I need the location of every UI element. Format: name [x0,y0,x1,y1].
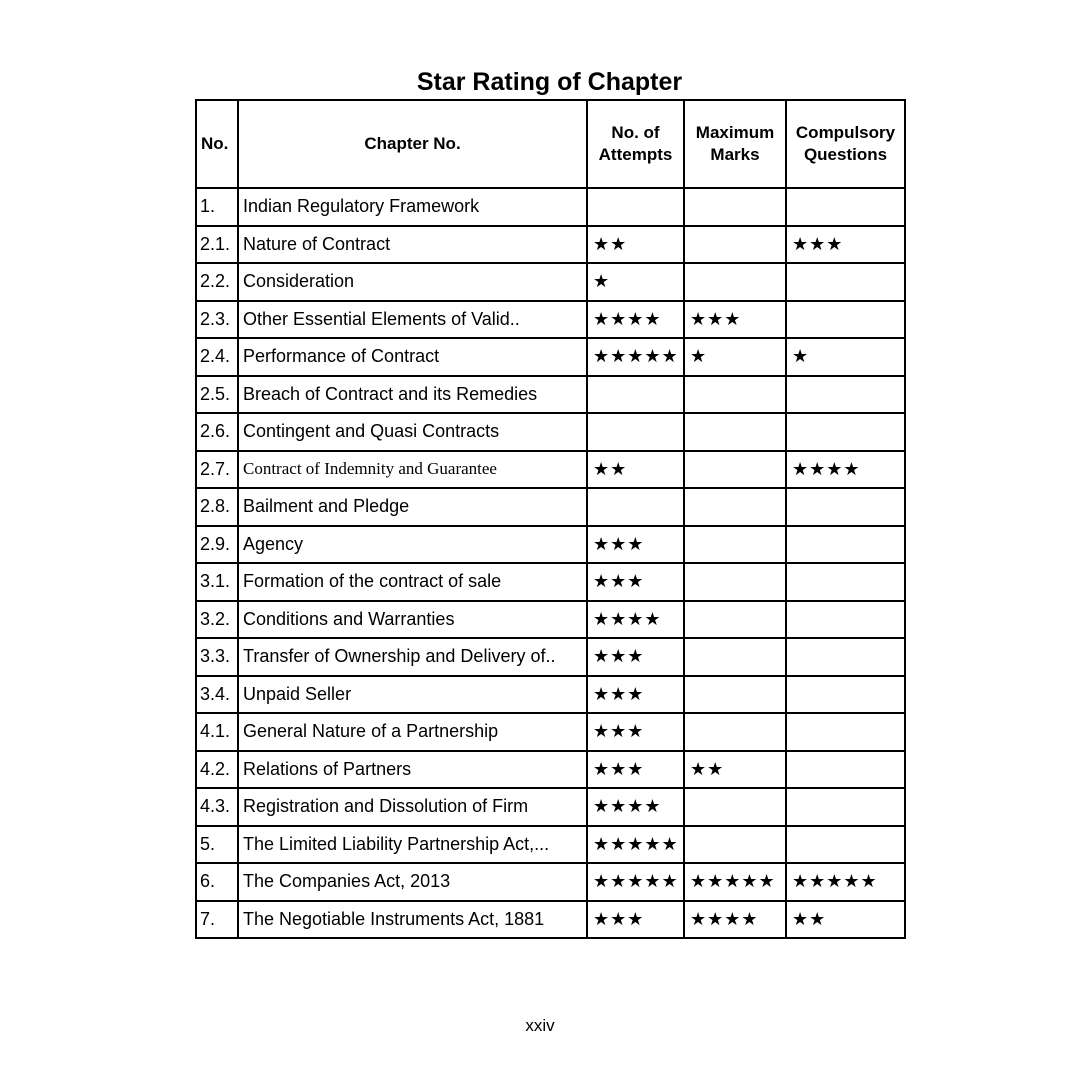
marks-rating-cell: ★★★★ [684,901,786,939]
chapter-name-cell: Other Essential Elements of Valid.. [238,301,587,339]
attempts-rating-cell [587,188,684,226]
chapter-number-cell: 6. [196,863,238,901]
table-row [196,788,905,826]
attempts-rating-cell: ★★★★★ [587,826,684,864]
table-row [196,863,905,901]
chapter-number-cell: 1. [196,188,238,226]
chapter-name-cell: Contingent and Quasi Contracts [238,413,587,451]
attempts-rating-cell: ★★★ [587,751,684,789]
compulsory-rating-cell: ★★★★ [786,451,905,489]
chapter-number-cell: 4.3. [196,788,238,826]
marks-rating-cell [684,376,786,414]
chapter-number-cell: 4.2. [196,751,238,789]
marks-rating-cell [684,826,786,864]
chapter-name-cell: Contract of Indemnity and Guarantee [238,451,587,489]
attempts-rating-cell [587,488,684,526]
table-row [196,488,905,526]
marks-rating-cell [684,488,786,526]
table-row [196,638,905,676]
chapter-name-cell: Consideration [238,263,587,301]
marks-rating-cell [684,676,786,714]
table-row [196,713,905,751]
attempts-rating-cell: ★★★★★ [587,338,684,376]
attempts-rating-cell: ★★★ [587,901,684,939]
chapter-name-cell: Breach of Contract and its Remedies [238,376,587,414]
compulsory-rating-cell [786,563,905,601]
chapter-name-cell: Performance of Contract [238,338,587,376]
chapter-name-cell: Registration and Dissolution of Firm [238,788,587,826]
attempts-rating-cell: ★★★ [587,526,684,564]
compulsory-rating-cell [786,301,905,339]
table-row [196,901,905,939]
marks-rating-cell [684,601,786,639]
compulsory-rating-cell [786,676,905,714]
marks-rating-cell [684,638,786,676]
compulsory-rating-cell [786,526,905,564]
table-row [196,676,905,714]
attempts-rating-cell: ★★★ [587,563,684,601]
compulsory-rating-cell [786,713,905,751]
marks-rating-cell [684,788,786,826]
marks-rating-cell: ★★★★★ [684,863,786,901]
compulsory-rating-cell: ★ [786,338,905,376]
attempts-rating-cell: ★★★ [587,638,684,676]
attempts-rating-cell: ★★ [587,451,684,489]
table-row [196,451,905,489]
chapter-name-cell: Formation of the contract of sale [238,563,587,601]
compulsory-rating-cell [786,413,905,451]
marks-rating-cell [684,526,786,564]
chapter-number-cell: 2.7. [196,451,238,489]
chapter-number-cell: 3.1. [196,563,238,601]
marks-rating-cell [684,713,786,751]
chapter-number-cell: 2.9. [196,526,238,564]
table-row [196,413,905,451]
chapter-number-cell: 7. [196,901,238,939]
chapter-number-cell: 3.3. [196,638,238,676]
chapter-name-cell: Relations of Partners [238,751,587,789]
chapter-name-cell: Transfer of Ownership and Delivery of.. [238,638,587,676]
attempts-rating-cell: ★★★★★ [587,863,684,901]
chapter-number-cell: 2.8. [196,488,238,526]
chapter-name-cell: Nature of Contract [238,226,587,264]
table-row [196,601,905,639]
compulsory-rating-cell: ★★ [786,901,905,939]
marks-rating-cell [684,413,786,451]
chapter-number-cell: 2.4. [196,338,238,376]
header-no: No. [196,100,238,188]
attempts-rating-cell: ★★★★ [587,788,684,826]
table-row [196,376,905,414]
attempts-rating-cell: ★★★ [587,713,684,751]
compulsory-rating-cell [786,638,905,676]
chapter-name-cell: The Negotiable Instruments Act, 1881 [238,901,587,939]
chapter-number-cell: 2.2. [196,263,238,301]
attempts-rating-cell [587,376,684,414]
chapter-name-cell: Indian Regulatory Framework [238,188,587,226]
page-number: xxiv [525,1016,555,1035]
table-row [196,338,905,376]
marks-rating-cell [684,563,786,601]
marks-rating-cell [684,226,786,264]
chapter-number-cell: 5. [196,826,238,864]
table-row [196,263,905,301]
compulsory-rating-cell [786,826,905,864]
compulsory-rating-cell [786,488,905,526]
chapter-number-cell: 4.1. [196,713,238,751]
marks-rating-cell [684,451,786,489]
chapter-name-cell: Unpaid Seller [238,676,587,714]
marks-rating-cell [684,263,786,301]
compulsory-rating-cell [786,376,905,414]
compulsory-rating-cell: ★★★★★ [786,863,905,901]
table-header-row [196,100,905,188]
marks-rating-cell: ★★ [684,751,786,789]
chapter-name-cell: General Nature of a Partnership [238,713,587,751]
compulsory-rating-cell [786,263,905,301]
chapter-number-cell: 2.3. [196,301,238,339]
chapter-name-cell: The Companies Act, 2013 [238,863,587,901]
table-row [196,526,905,564]
compulsory-rating-cell [786,751,905,789]
compulsory-rating-cell [786,788,905,826]
header-compulsory: Compulsory Questions [786,100,905,188]
attempts-rating-cell: ★★★ [587,676,684,714]
table-row [196,301,905,339]
attempts-rating-cell: ★★★★ [587,601,684,639]
table-row [196,563,905,601]
attempts-rating-cell [587,413,684,451]
compulsory-rating-cell [786,188,905,226]
table-row [196,826,905,864]
compulsory-rating-cell: ★★★ [786,226,905,264]
chapter-number-cell: 2.5. [196,376,238,414]
header-attempts: No. of Attempts [587,100,684,188]
marks-rating-cell [684,188,786,226]
chapter-name-cell: Conditions and Warranties [238,601,587,639]
attempts-rating-cell: ★ [587,263,684,301]
star-rating-table [195,99,906,939]
table-row [196,188,905,226]
page-title: Star Rating of Chapter [416,68,683,96]
chapter-number-cell: 3.2. [196,601,238,639]
chapter-number-cell: 2.1. [196,226,238,264]
chapter-name-cell: The Limited Liability Partnership Act,... [238,826,587,864]
chapter-name-cell: Bailment and Pledge [238,488,587,526]
chapter-name-cell: Agency [238,526,587,564]
marks-rating-cell: ★★★ [684,301,786,339]
attempts-rating-cell: ★★ [587,226,684,264]
compulsory-rating-cell [786,601,905,639]
table-row [196,751,905,789]
marks-rating-cell: ★ [684,338,786,376]
header-chapter: Chapter No. [238,100,587,188]
table-body [196,188,905,938]
header-marks: Maximum Marks [684,100,786,188]
chapter-number-cell: 3.4. [196,676,238,714]
chapter-number-cell: 2.6. [196,413,238,451]
attempts-rating-cell: ★★★★ [587,301,684,339]
table-row [196,226,905,264]
